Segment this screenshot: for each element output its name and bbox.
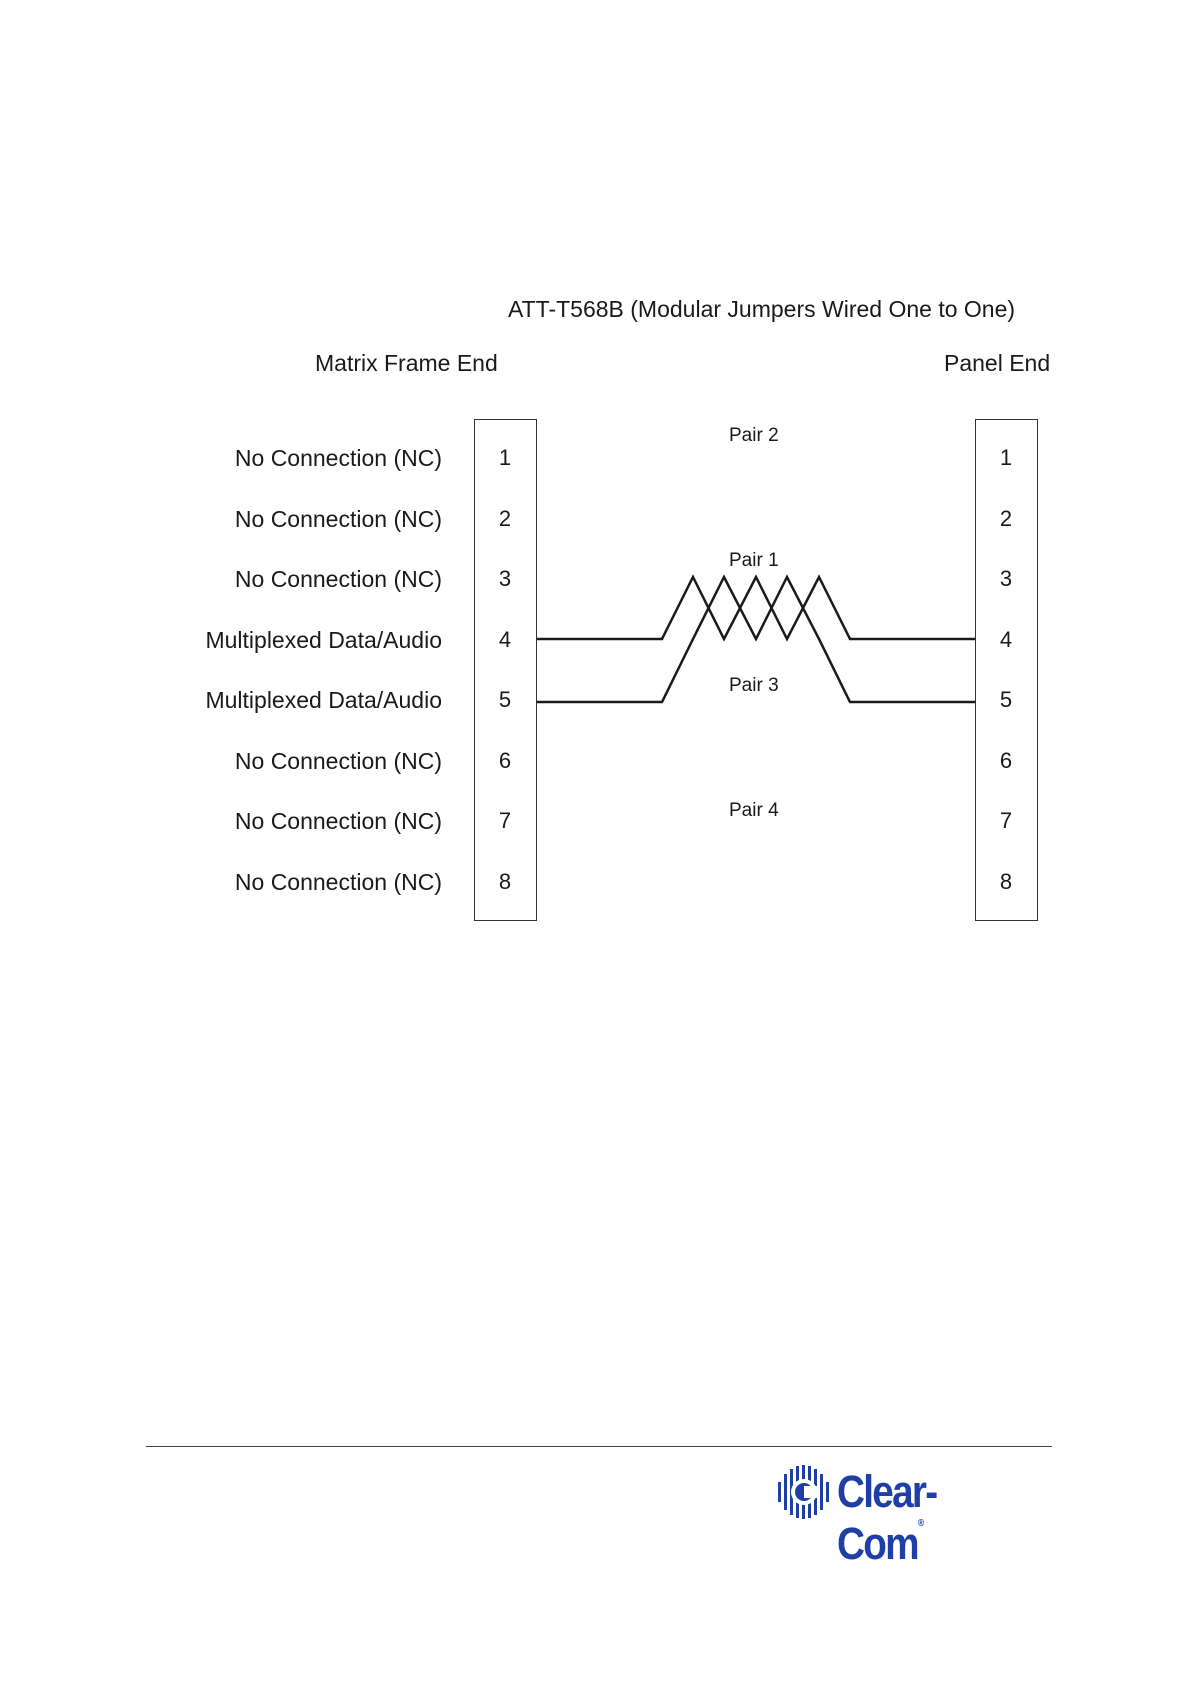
pin-label-4: Multiplexed Data/Audio [205, 627, 442, 653]
pin-label-5: Multiplexed Data/Audio [205, 687, 442, 713]
pin-label-6: No Connection (NC) [234, 748, 442, 774]
pair-label-4: Pair 4 [729, 800, 779, 821]
pin-label-1: No Connection (NC) [234, 445, 442, 471]
left-pin-7: 7 [498, 808, 512, 833]
pair-label-1: Pair 1 [729, 550, 779, 571]
right-pin-1: 1 [999, 445, 1013, 470]
pair-label-3: Pair 3 [729, 675, 779, 696]
right-pin-3: 3 [999, 566, 1013, 591]
left-pin-4: 4 [498, 627, 512, 652]
right-pin-8: 8 [999, 869, 1013, 894]
left-pin-1: 1 [498, 445, 512, 470]
pair-label-2: Pair 2 [729, 425, 779, 446]
right-pin-4: 4 [999, 627, 1013, 652]
diagram-title: ATT-T568B (Modular Jumpers Wired One to One) [508, 296, 1016, 322]
pin-label-8: No Connection (NC) [234, 869, 442, 895]
right-pin-7: 7 [999, 808, 1013, 833]
left-header: Matrix Frame End [315, 350, 498, 376]
clear-com-logo-text: Clear-Com® [837, 1466, 937, 1569]
left-pin-5: 5 [498, 687, 512, 712]
left-pin-6: 6 [498, 748, 512, 773]
footer-rule [146, 1446, 1052, 1447]
wire-pin-4 [537, 577, 975, 639]
pin-label-7: No Connection (NC) [234, 808, 442, 834]
right-pin-6: 6 [999, 748, 1013, 773]
left-pin-2: 2 [498, 506, 512, 531]
left-pin-8: 8 [498, 869, 512, 894]
pin-label-3: No Connection (NC) [234, 566, 442, 592]
right-pin-5: 5 [999, 687, 1013, 712]
pin-label-2: No Connection (NC) [234, 506, 442, 532]
right-pin-2: 2 [999, 506, 1013, 531]
left-pin-3: 3 [498, 566, 512, 591]
right-header: Panel End [944, 350, 1051, 376]
clear-com-logo-icon [776, 1464, 832, 1520]
